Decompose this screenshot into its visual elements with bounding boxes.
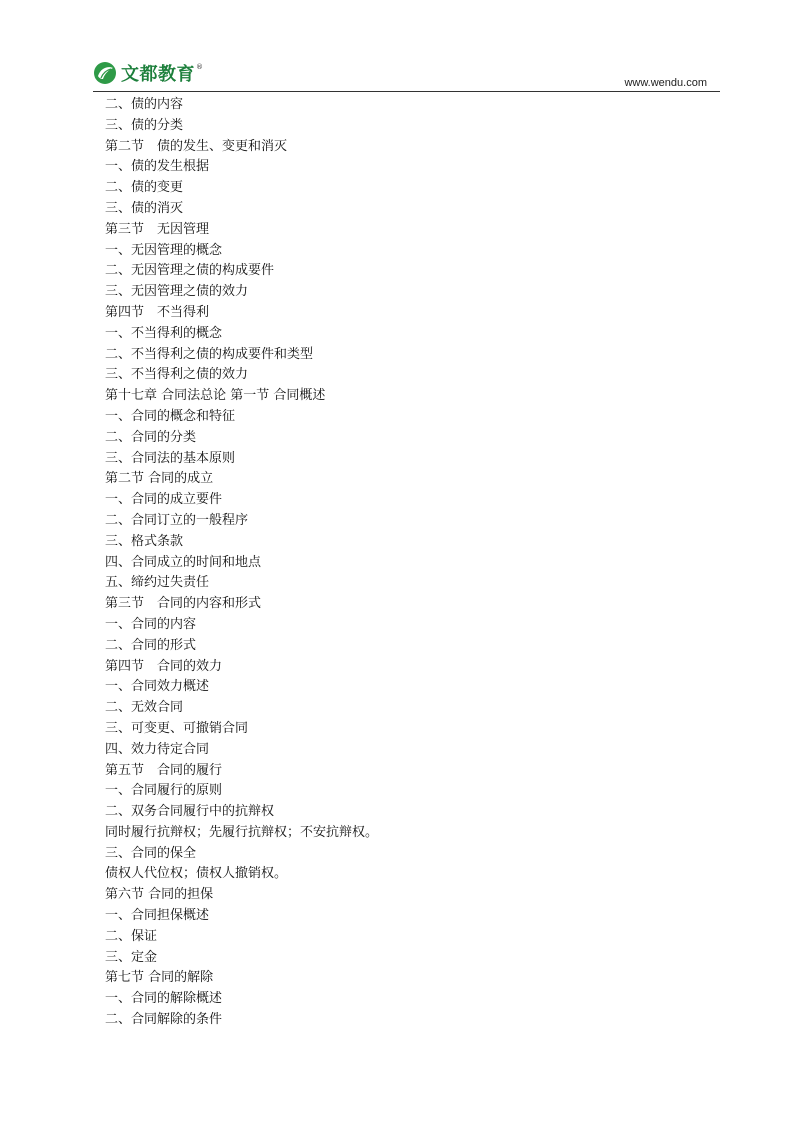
- outline-line: 二、合同的形式: [105, 637, 197, 653]
- outline-line: 四、合同成立的时间和地点: [105, 554, 262, 570]
- outline-line: 二、合同的分类: [105, 429, 197, 445]
- outline-line: 一、合同履行的原则: [105, 783, 223, 799]
- outline-line: 同时履行抗辩权；先履行抗辩权；不安抗辩权。: [105, 824, 379, 840]
- outline-line: 三、债的分类: [105, 117, 184, 133]
- outline-line: 第四节 不当得利: [105, 304, 210, 320]
- outline-line: 一、不当得利的概念: [105, 325, 223, 341]
- outline-line: 三、不当得利之债的效力: [105, 367, 249, 383]
- outline-line: 二、债的变更: [105, 180, 184, 196]
- leaf-logo-icon: [93, 61, 117, 85]
- outline-line: 二、无效合同: [105, 700, 184, 716]
- outline-line: 债权人代位权；债权人撤销权。: [105, 866, 288, 882]
- outline-line: 四、效力待定合同: [105, 741, 210, 757]
- outline-line: 五、缔约过失责任: [105, 575, 210, 591]
- outline-line: 第四节 合同的效力: [105, 658, 223, 674]
- outline-line: 一、合同的内容: [105, 616, 197, 632]
- outline-line: 第二节 合同的成立: [105, 471, 214, 487]
- wendu-logo: [93, 60, 203, 86]
- outline-line: 三、合同法的基本原则: [105, 450, 236, 466]
- outline-line: 第三节 合同的内容和形式: [105, 596, 262, 612]
- page-header: [0, 0, 793, 92]
- header-divider: [93, 91, 720, 92]
- outline-line: 二、债的内容: [105, 97, 184, 112]
- outline-line: 第五节 合同的履行: [105, 762, 223, 778]
- outline-line: 三、债的消灭: [105, 200, 184, 216]
- outline-line: 一、合同效力概述: [105, 679, 210, 695]
- outline-line: 三、格式条款: [105, 533, 184, 549]
- outline-line: 一、合同的解除概述: [105, 991, 223, 1007]
- outline-line: 二、保证: [105, 928, 158, 944]
- registered-mark: ®: [196, 63, 203, 71]
- outline-line: 三、可变更、可撤销合同: [105, 720, 249, 736]
- outline-line: 第六节 合同的担保: [105, 887, 214, 903]
- outline-line: 一、合同的概念和特征: [105, 408, 236, 424]
- outline-list: [105, 95, 705, 1031]
- outline-line: 二、合同解除的条件: [105, 1012, 223, 1028]
- outline-line: 二、不当得利之债的构成要件和类型: [105, 346, 314, 362]
- outline-line: 二、双务合同履行中的抗辩权: [105, 804, 275, 820]
- outline-line: 一、债的发生根据: [105, 159, 210, 175]
- outline-line: 一、合同的成立要件: [105, 492, 223, 508]
- outline-line: 三、无因管理之债的效力: [105, 284, 249, 300]
- outline-line: 第七节 合同的解除: [105, 970, 214, 986]
- logo-text: 文都教育: [121, 64, 195, 85]
- outline-line: 第三节 无因管理: [105, 221, 210, 237]
- outline-line: 三、合同的保全: [105, 845, 197, 861]
- outline-line: 第二节 债的发生、变更和消灭: [105, 138, 288, 154]
- outline-line: 一、无因管理的概念: [105, 242, 223, 258]
- site-url[interactable]: www.wendu.com: [624, 77, 707, 89]
- outline-line: 二、无因管理之债的构成要件: [105, 263, 275, 279]
- outline-line: 二、合同订立的一般程序: [105, 512, 249, 528]
- outline-line: 三、定金: [105, 949, 158, 965]
- outline-line: 第十七章 合同法总论 第一节 合同概述: [105, 388, 326, 404]
- outline-line: 一、合同担保概述: [105, 908, 210, 924]
